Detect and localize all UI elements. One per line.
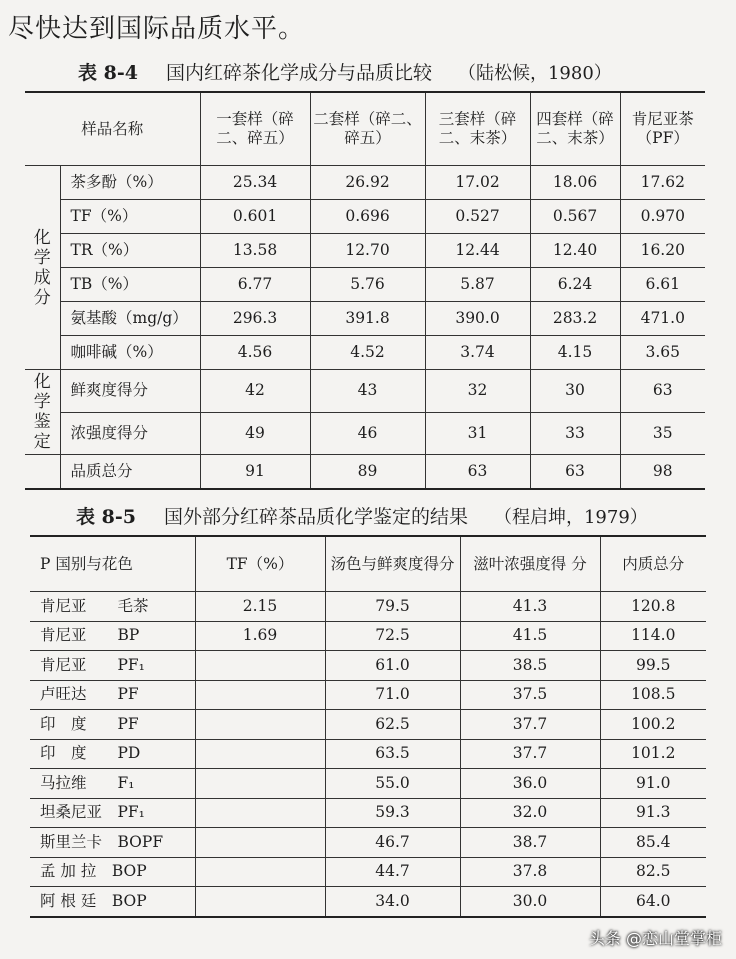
table-cell: 98 bbox=[620, 455, 705, 490]
table-cell: 四套样（碎二、末茶） bbox=[530, 92, 620, 166]
table-cell: TF（%） bbox=[60, 200, 200, 234]
table-cell: 49 bbox=[200, 412, 310, 455]
table-cell: 101.2 bbox=[600, 739, 706, 769]
table-cell: 32 bbox=[425, 370, 530, 413]
table-cell: TB（%） bbox=[60, 268, 200, 302]
table-cell: 0.527 bbox=[425, 200, 530, 234]
table-cell: 肯尼亚 PF₁ bbox=[30, 651, 195, 681]
table-cell: 二套样（碎二、碎五） bbox=[310, 92, 425, 166]
table1-source: （陆松候，1980） bbox=[457, 63, 612, 84]
table-cell: 46.7 bbox=[325, 828, 460, 858]
table-cell: 咖啡碱（%） bbox=[60, 336, 200, 370]
table-row bbox=[25, 268, 705, 302]
table-cell: 41.3 bbox=[460, 592, 600, 622]
table-cell: 18.06 bbox=[530, 166, 620, 200]
table-cell: 37.5 bbox=[460, 680, 600, 710]
table-header-row bbox=[30, 536, 706, 592]
table-cell: 0.601 bbox=[200, 200, 310, 234]
table-row bbox=[30, 621, 706, 651]
group-cell bbox=[25, 455, 60, 490]
table-cell: 61.0 bbox=[325, 651, 460, 681]
table1-caption bbox=[78, 60, 736, 87]
table-row bbox=[30, 592, 706, 622]
table-row bbox=[30, 769, 706, 799]
table-cell: 114.0 bbox=[600, 621, 706, 651]
table-cell bbox=[195, 769, 325, 799]
table-cell: 37.7 bbox=[460, 710, 600, 740]
watermark: 头条 @恋山堂掌柜 bbox=[588, 928, 722, 948]
table-cell: 三套样（碎二、末茶） bbox=[425, 92, 530, 166]
table-cell: 82.5 bbox=[600, 857, 706, 887]
table-cell: 42 bbox=[200, 370, 310, 413]
table-cell: 13.58 bbox=[200, 234, 310, 268]
table-cell: 马拉维 F₁ bbox=[30, 769, 195, 799]
table-row bbox=[30, 651, 706, 681]
table-cell: 62.5 bbox=[325, 710, 460, 740]
table-cell: 30 bbox=[530, 370, 620, 413]
table2-title: 国外部分红碎茶品质化学鉴定的结果 bbox=[163, 506, 468, 528]
table1 bbox=[25, 91, 705, 490]
table-cell: 12.44 bbox=[425, 234, 530, 268]
table-cell: 64.0 bbox=[600, 887, 706, 917]
table-cell bbox=[195, 828, 325, 858]
table-header-row bbox=[25, 92, 705, 166]
table-row bbox=[25, 412, 705, 455]
table-cell: 55.0 bbox=[325, 769, 460, 799]
table-cell: 91.0 bbox=[600, 769, 706, 799]
table-cell: 6.61 bbox=[620, 268, 705, 302]
table-cell: 46 bbox=[310, 412, 425, 455]
table-cell: 63 bbox=[620, 370, 705, 413]
table-cell: 阿 根 廷 BOP bbox=[30, 887, 195, 917]
table-cell: 108.5 bbox=[600, 680, 706, 710]
table-cell: TF（%） bbox=[195, 536, 325, 592]
table-cell: 43 bbox=[310, 370, 425, 413]
table-cell: 肯尼亚 BP bbox=[30, 621, 195, 651]
table-cell: 37.7 bbox=[460, 739, 600, 769]
table-cell: 17.02 bbox=[425, 166, 530, 200]
table-cell bbox=[195, 680, 325, 710]
table-cell: 12.40 bbox=[530, 234, 620, 268]
table-cell bbox=[195, 710, 325, 740]
table-cell: 36.0 bbox=[460, 769, 600, 799]
table-cell bbox=[195, 887, 325, 917]
table-cell: 6.24 bbox=[530, 268, 620, 302]
table-cell: 氨基酸（mg/g） bbox=[60, 302, 200, 336]
table-row bbox=[30, 857, 706, 887]
table1-label: 表 8-4 bbox=[78, 62, 138, 84]
table-cell: 3.65 bbox=[620, 336, 705, 370]
table-cell: 16.20 bbox=[620, 234, 705, 268]
table-cell: 1.69 bbox=[195, 621, 325, 651]
table-cell: 茶多酚（%） bbox=[60, 166, 200, 200]
table-cell: 6.77 bbox=[200, 268, 310, 302]
table-row bbox=[25, 302, 705, 336]
table-row bbox=[30, 710, 706, 740]
table-cell: TR（%） bbox=[60, 234, 200, 268]
table-cell: 120.8 bbox=[600, 592, 706, 622]
table-cell: 5.87 bbox=[425, 268, 530, 302]
table-cell: 63 bbox=[425, 455, 530, 490]
table-cell: 390.0 bbox=[425, 302, 530, 336]
table-cell: 0.970 bbox=[620, 200, 705, 234]
table-cell: 浓强度得分 bbox=[60, 412, 200, 455]
table-cell bbox=[195, 651, 325, 681]
table-cell: 卢旺达 PF bbox=[30, 680, 195, 710]
table-cell: 4.52 bbox=[310, 336, 425, 370]
table-cell: 71.0 bbox=[325, 680, 460, 710]
table-row bbox=[25, 336, 705, 370]
table-cell: 一套样（碎二、碎五） bbox=[200, 92, 310, 166]
table-cell: 肯尼亚 毛茶 bbox=[30, 592, 195, 622]
table-cell: 35 bbox=[620, 412, 705, 455]
table-cell: 样品名称 bbox=[25, 92, 200, 166]
table-cell: P 国别与花色 bbox=[30, 536, 195, 592]
table2-label: 表 8-5 bbox=[76, 506, 136, 528]
table-cell: 391.8 bbox=[310, 302, 425, 336]
table-cell: 汤色与鲜爽度得分 bbox=[325, 536, 460, 592]
table-cell: 38.5 bbox=[460, 651, 600, 681]
table-cell: 37.8 bbox=[460, 857, 600, 887]
table2 bbox=[30, 535, 706, 918]
table-row bbox=[25, 370, 705, 413]
table-row bbox=[30, 887, 706, 917]
table1-title: 国内红碎茶化学成分与品质比较 bbox=[165, 62, 432, 84]
table-cell: 283.2 bbox=[530, 302, 620, 336]
table-row bbox=[30, 680, 706, 710]
table-cell: 12.70 bbox=[310, 234, 425, 268]
table-cell: 化学鉴定 bbox=[25, 370, 60, 455]
table-cell: 26.92 bbox=[310, 166, 425, 200]
table-cell: 100.2 bbox=[600, 710, 706, 740]
table-cell: 品质总分 bbox=[60, 455, 200, 490]
table-cell: 印 度 PD bbox=[30, 739, 195, 769]
table-cell: 63.5 bbox=[325, 739, 460, 769]
table-cell: 0.567 bbox=[530, 200, 620, 234]
table-cell: 59.3 bbox=[325, 798, 460, 828]
table-cell: 72.5 bbox=[325, 621, 460, 651]
table-cell: 斯里兰卡 BOPF bbox=[30, 828, 195, 858]
table-cell: 44.7 bbox=[325, 857, 460, 887]
table-row bbox=[25, 234, 705, 268]
table-cell: 30.0 bbox=[460, 887, 600, 917]
table-cell: 2.15 bbox=[195, 592, 325, 622]
table-cell bbox=[195, 739, 325, 769]
table-row bbox=[30, 828, 706, 858]
table-cell: 印 度 PF bbox=[30, 710, 195, 740]
intro-text: 尽快达到国际品质水平。 bbox=[8, 14, 306, 44]
table-cell: 85.4 bbox=[600, 828, 706, 858]
table-cell: 33 bbox=[530, 412, 620, 455]
table-cell: 38.7 bbox=[460, 828, 600, 858]
table-cell: 63 bbox=[530, 455, 620, 490]
table-cell: 99.5 bbox=[600, 651, 706, 681]
table-cell: 鲜爽度得分 bbox=[60, 370, 200, 413]
table-cell bbox=[195, 857, 325, 887]
table-cell: 4.56 bbox=[200, 336, 310, 370]
table-cell: 89 bbox=[310, 455, 425, 490]
table-cell: 孟 加 拉 BOP bbox=[30, 857, 195, 887]
table-cell: 34.0 bbox=[325, 887, 460, 917]
table-cell: 471.0 bbox=[620, 302, 705, 336]
table-cell: 坦桑尼亚 PF₁ bbox=[30, 798, 195, 828]
table-cell: 17.62 bbox=[620, 166, 705, 200]
table-cell: 滋叶浓强度得 分 bbox=[460, 536, 600, 592]
table-row bbox=[25, 455, 705, 490]
table-cell: 内质总分 bbox=[600, 536, 706, 592]
table-cell: 31 bbox=[425, 412, 530, 455]
watermark-row bbox=[0, 926, 736, 949]
table-cell: 41.5 bbox=[460, 621, 600, 651]
table-row bbox=[25, 166, 705, 200]
table-cell bbox=[195, 798, 325, 828]
table-row bbox=[30, 798, 706, 828]
table-cell: 79.5 bbox=[325, 592, 460, 622]
table-cell: 3.74 bbox=[425, 336, 530, 370]
table-cell: 91 bbox=[200, 455, 310, 490]
table-cell: 肯尼亚茶（PF） bbox=[620, 92, 705, 166]
table2-source: （程启坤，1979） bbox=[493, 507, 648, 528]
table-cell: 0.696 bbox=[310, 200, 425, 234]
table-cell: 32.0 bbox=[460, 798, 600, 828]
table-cell: 25.34 bbox=[200, 166, 310, 200]
table-row bbox=[30, 739, 706, 769]
table2-caption bbox=[76, 504, 736, 531]
table-cell: 4.15 bbox=[530, 336, 620, 370]
table-cell: 化学成分 bbox=[25, 166, 60, 370]
table-cell: 5.76 bbox=[310, 268, 425, 302]
table-cell: 91.3 bbox=[600, 798, 706, 828]
table-cell: 296.3 bbox=[200, 302, 310, 336]
table-row bbox=[25, 200, 705, 234]
